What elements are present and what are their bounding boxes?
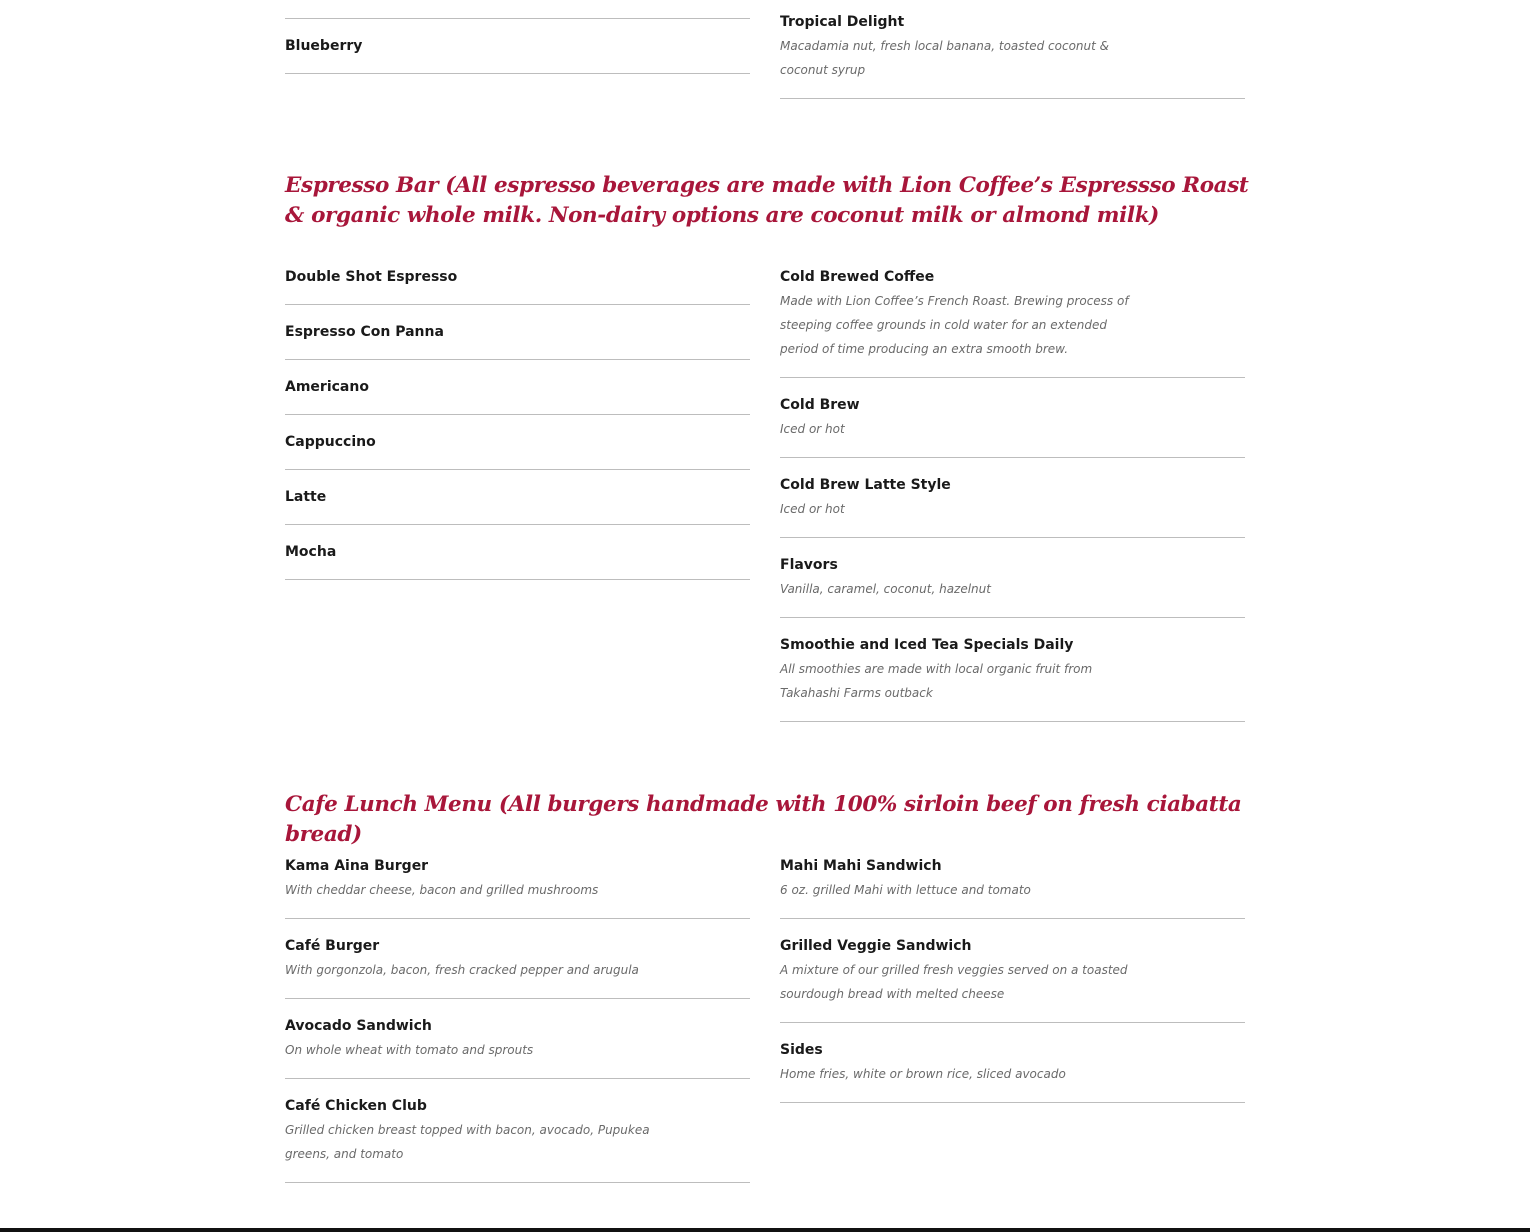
item-name: Sides bbox=[780, 1042, 823, 1058]
item-description: With cheddar cheese, bacon and grilled mushrooms bbox=[285, 883, 599, 897]
item-description: Grilled chicken breast topped with bacon, avocado, Pupukea greens, and tomato bbox=[285, 1123, 650, 1161]
item-name: Cappuccino bbox=[285, 434, 376, 450]
item-name: Mocha bbox=[285, 544, 337, 560]
column-right bbox=[780, 265, 1245, 722]
menu-item bbox=[285, 919, 750, 999]
item-name: Flavors bbox=[780, 557, 838, 573]
menu-item bbox=[780, 538, 1245, 618]
menu-item bbox=[285, 1079, 750, 1183]
menu-item bbox=[780, 1023, 1245, 1103]
item-description: Macadamia nut, fresh local banana, toasted coconut & coconut syrup bbox=[780, 39, 1110, 77]
item-name: Latte bbox=[285, 489, 327, 505]
item-name: Cold Brewed Coffee bbox=[780, 269, 935, 285]
item-name: Blueberry bbox=[285, 38, 363, 54]
item-name: Avocado Sandwich bbox=[285, 1018, 432, 1034]
item-description: Iced or hot bbox=[780, 502, 845, 516]
item-name: Kama Aina Burger bbox=[285, 858, 429, 874]
menu-item bbox=[285, 415, 750, 470]
item-description: Made with Lion Coffee’s French Roast. Brewing process of steeping coffee grounds in cold water for an extended period of time producing an extra smooth brew. bbox=[780, 294, 1129, 356]
item-name: Tropical Delight bbox=[780, 14, 905, 30]
menu-item bbox=[285, 265, 750, 305]
menu-item bbox=[285, 999, 750, 1079]
column-left bbox=[285, 854, 750, 1183]
menu-item bbox=[780, 854, 1245, 919]
item-name: Espresso Con Panna bbox=[285, 324, 444, 340]
item-name: Cold Brew Latte Style bbox=[780, 477, 951, 493]
item-description: All smoothies are made with local organic fruit from Takahashi Farms outback bbox=[780, 662, 1093, 700]
menu-item bbox=[780, 265, 1245, 378]
menu-item bbox=[780, 378, 1245, 458]
column-left bbox=[285, 19, 750, 74]
menu-item bbox=[285, 19, 750, 74]
menu-item bbox=[780, 458, 1245, 538]
footer-bar bbox=[0, 1228, 1530, 1232]
section-heading: Cafe Lunch Menu (All burgers handmade with 100% sirloin beef on fresh ciabatta bread) bbox=[285, 792, 1242, 847]
column-right bbox=[780, 854, 1245, 1103]
column-left bbox=[285, 265, 750, 580]
item-description: Home fries, white or brown rice, sliced avocado bbox=[780, 1067, 1066, 1081]
menu-item bbox=[285, 525, 750, 580]
menu-item bbox=[285, 470, 750, 525]
section-heading: Espresso Bar (All espresso beverages are made with Lion Coffee’s Espressso Roast & organic whole milk. Non-dairy options are coconut milk or almond milk) bbox=[285, 173, 1249, 228]
menu-item bbox=[780, 10, 1245, 99]
item-name: Double Shot Espresso bbox=[285, 269, 458, 285]
menu-item bbox=[780, 618, 1245, 722]
item-name: Smoothie and Iced Tea Specials Daily bbox=[780, 637, 1074, 653]
item-name: Café Chicken Club bbox=[285, 1098, 427, 1114]
item-name: Grilled Veggie Sandwich bbox=[780, 938, 972, 954]
item-name: Americano bbox=[285, 379, 369, 395]
item-name: Mahi Mahi Sandwich bbox=[780, 858, 942, 874]
item-description: A mixture of our grilled fresh veggies served on a toasted sourdough bread with melted cheese bbox=[780, 963, 1128, 1001]
item-description: With gorgonzola, bacon, fresh cracked pepper and arugula bbox=[285, 963, 639, 977]
menu-item bbox=[780, 919, 1245, 1023]
item-description: Vanilla, caramel, coconut, hazelnut bbox=[780, 582, 991, 596]
item-name: Café Burger bbox=[285, 938, 380, 954]
menu-item bbox=[285, 854, 750, 919]
column-right bbox=[780, 10, 1245, 99]
item-name: Cold Brew bbox=[780, 397, 860, 413]
item-description: 6 oz. grilled Mahi with lettuce and tomato bbox=[780, 883, 1031, 897]
menu-item bbox=[285, 305, 750, 360]
item-description: Iced or hot bbox=[780, 422, 845, 436]
item-description: On whole wheat with tomato and sprouts bbox=[285, 1043, 534, 1057]
menu-item bbox=[285, 360, 750, 415]
